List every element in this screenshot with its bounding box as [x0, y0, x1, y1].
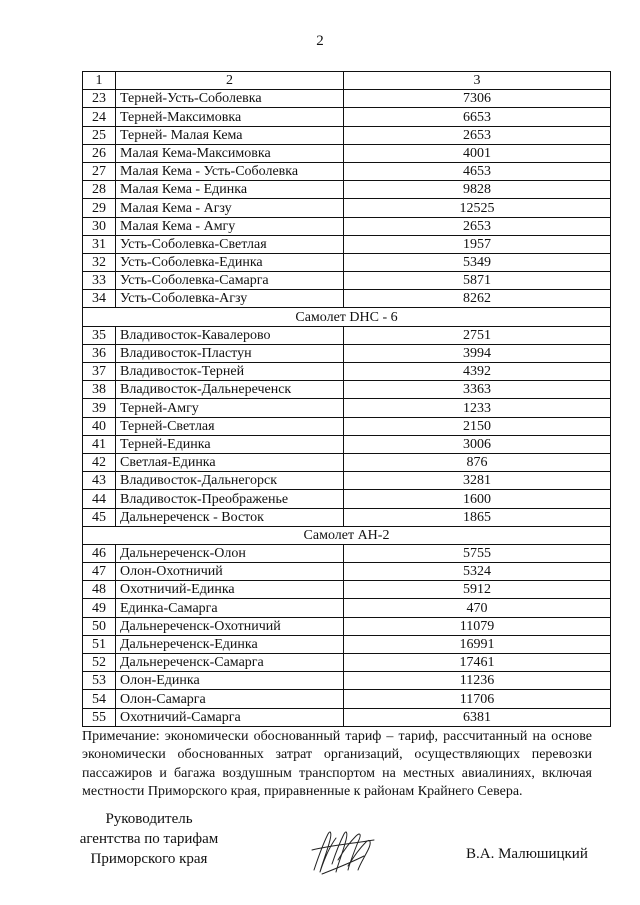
- row-number-cell: 32: [83, 253, 116, 271]
- column-header-route: 2: [116, 72, 344, 90]
- table-row: [83, 326, 611, 344]
- row-number-cell: 47: [83, 563, 116, 581]
- table-row: [83, 162, 611, 180]
- signer-title-line: агентства по тарифам: [79, 831, 219, 847]
- tariff-cell: 4392: [344, 363, 611, 381]
- table-row: [83, 544, 611, 562]
- row-number-cell: 23: [83, 90, 116, 108]
- tariff-cell: 5755: [344, 544, 611, 562]
- row-number-cell: 43: [83, 472, 116, 490]
- route-cell: Терней-Амгу: [116, 399, 344, 417]
- route-cell: Дальнереченск - Восток: [116, 508, 344, 526]
- signer-title-line: Руководитель: [105, 811, 193, 827]
- row-number-cell: 33: [83, 272, 116, 290]
- tariff-cell: 5912: [344, 581, 611, 599]
- table-row: [83, 654, 611, 672]
- row-number-cell: 34: [83, 290, 116, 308]
- table-row: [83, 563, 611, 581]
- table-row: [83, 490, 611, 508]
- tariff-cell: 3363: [344, 381, 611, 399]
- column-header-tariff: 3: [344, 72, 611, 90]
- route-cell: Малая Кема - Единка: [116, 181, 344, 199]
- route-cell: Владивосток-Терней: [116, 363, 344, 381]
- row-number-cell: 28: [83, 181, 116, 199]
- route-cell: Владивосток-Дальнереченск: [116, 381, 344, 399]
- route-cell: Олон-Охотничий: [116, 563, 344, 581]
- tariff-cell: 2653: [344, 217, 611, 235]
- table-row: [83, 672, 611, 690]
- route-cell: Владивосток-Кавалерово: [116, 326, 344, 344]
- row-number-cell: 24: [83, 108, 116, 126]
- table-row: [83, 126, 611, 144]
- table-row: [83, 617, 611, 635]
- route-cell: Охотничий-Самарга: [116, 708, 344, 726]
- signer-title-line: Приморского края: [90, 851, 208, 867]
- tariff-cell: 3281: [344, 472, 611, 490]
- route-cell: Единка-Самарга: [116, 599, 344, 617]
- row-number-cell: 40: [83, 417, 116, 435]
- row-number-cell: 51: [83, 635, 116, 653]
- tariff-cell: 6381: [344, 708, 611, 726]
- row-number-cell: 45: [83, 508, 116, 526]
- route-cell: Дальнереченск-Олон: [116, 544, 344, 562]
- route-cell: Терней-Единка: [116, 435, 344, 453]
- signer-title: [64, 809, 234, 869]
- tariff-cell: 5324: [344, 563, 611, 581]
- tariff-cell: 3994: [344, 344, 611, 362]
- table-row: [83, 690, 611, 708]
- route-cell: Усть-Соболевка-Единка: [116, 253, 344, 271]
- table-row: [83, 108, 611, 126]
- table-row: [83, 217, 611, 235]
- table-row: [83, 435, 611, 453]
- row-number-cell: 48: [83, 581, 116, 599]
- row-number-cell: 27: [83, 162, 116, 180]
- row-number-cell: 36: [83, 344, 116, 362]
- route-cell: Владивосток-Дальнегорск: [116, 472, 344, 490]
- tariff-cell: 11706: [344, 690, 611, 708]
- table-row: [83, 453, 611, 471]
- tariff-cell: 4653: [344, 162, 611, 180]
- signer-name: В.А. Малюшицкий: [466, 846, 588, 862]
- row-number-cell: 52: [83, 654, 116, 672]
- row-number-cell: 53: [83, 672, 116, 690]
- route-cell: Малая Кема - Усть-Соболевка: [116, 162, 344, 180]
- table-row: [83, 417, 611, 435]
- section-row: [83, 308, 611, 326]
- route-cell: Малая Кема - Агзу: [116, 199, 344, 217]
- row-number-cell: 49: [83, 599, 116, 617]
- tariff-cell: 11079: [344, 617, 611, 635]
- tariff-cell: 4001: [344, 144, 611, 162]
- row-number-cell: 42: [83, 453, 116, 471]
- table-row: [83, 381, 611, 399]
- row-number-cell: 39: [83, 399, 116, 417]
- table-row: [83, 635, 611, 653]
- row-number-cell: 25: [83, 126, 116, 144]
- row-number-cell: 31: [83, 235, 116, 253]
- tariff-cell: 17461: [344, 654, 611, 672]
- route-cell: Усть-Соболевка-Светлая: [116, 235, 344, 253]
- row-number-cell: 29: [83, 199, 116, 217]
- route-cell: Дальнереченск-Самарга: [116, 654, 344, 672]
- route-cell: Усть-Соболевка-Агзу: [116, 290, 344, 308]
- tariff-cell: 2751: [344, 326, 611, 344]
- route-cell: Владивосток-Пластун: [116, 344, 344, 362]
- table-row: [83, 290, 611, 308]
- tariff-cell: 5871: [344, 272, 611, 290]
- tariff-table: [82, 71, 611, 727]
- tariff-cell: 9828: [344, 181, 611, 199]
- table-row: [83, 144, 611, 162]
- route-cell: Дальнереченск-Единка: [116, 635, 344, 653]
- tariff-cell: 1865: [344, 508, 611, 526]
- route-cell: Малая Кема-Максимовка: [116, 144, 344, 162]
- table-row: [83, 272, 611, 290]
- route-cell: Олон-Самарга: [116, 690, 344, 708]
- row-number-cell: 35: [83, 326, 116, 344]
- tariff-cell: 6653: [344, 108, 611, 126]
- tariff-cell: 8262: [344, 290, 611, 308]
- tariff-cell: 5349: [344, 253, 611, 271]
- section-title: Самолет DHC - 6: [83, 308, 611, 326]
- table-row: [83, 399, 611, 417]
- section-row: [83, 526, 611, 544]
- tariff-cell: 3006: [344, 435, 611, 453]
- row-number-cell: 38: [83, 381, 116, 399]
- section-title: Самолет АН-2: [83, 526, 611, 544]
- tariff-cell: 12525: [344, 199, 611, 217]
- page-number: 2: [316, 33, 324, 49]
- route-cell: Владивосток-Преображенье: [116, 490, 344, 508]
- route-cell: Светлая-Единка: [116, 453, 344, 471]
- tariff-cell: 2150: [344, 417, 611, 435]
- table-header-row: [83, 72, 611, 90]
- tariff-cell: 1957: [344, 235, 611, 253]
- table-row: [83, 90, 611, 108]
- tariff-cell: 1233: [344, 399, 611, 417]
- table-row: [83, 708, 611, 726]
- table-row: [83, 508, 611, 526]
- table-row: [83, 235, 611, 253]
- row-number-cell: 37: [83, 363, 116, 381]
- row-number-cell: 55: [83, 708, 116, 726]
- tariff-table-body: [83, 72, 611, 727]
- row-number-cell: 46: [83, 544, 116, 562]
- route-cell: Малая Кема - Амгу: [116, 217, 344, 235]
- route-cell: Терней- Малая Кема: [116, 126, 344, 144]
- table-row: [83, 199, 611, 217]
- row-number-cell: 44: [83, 490, 116, 508]
- table-note: Примечание: экономически обоснованный тариф – тариф, рассчитанный на основе экономически обоснованных затрат организаций, осуществляющих перевозки пассажиров и багажа воздушным транспортом на местных авиалиниях, включая местности Приморского края, приравненные к районам Крайнего Севера.: [82, 729, 592, 800]
- table-row: [83, 181, 611, 199]
- route-cell: Терней-Максимовка: [116, 108, 344, 126]
- route-cell: Терней-Усть-Соболевка: [116, 90, 344, 108]
- table-row: [83, 581, 611, 599]
- row-number-cell: 54: [83, 690, 116, 708]
- row-number-cell: 41: [83, 435, 116, 453]
- tariff-cell: 11236: [344, 672, 611, 690]
- table-row: [83, 253, 611, 271]
- tariff-cell: 7306: [344, 90, 611, 108]
- tariff-cell: 470: [344, 599, 611, 617]
- row-number-cell: 26: [83, 144, 116, 162]
- tariff-cell: 2653: [344, 126, 611, 144]
- route-cell: Охотничий-Единка: [116, 581, 344, 599]
- table-row: [83, 472, 611, 490]
- row-number-cell: 30: [83, 217, 116, 235]
- table-row: [83, 363, 611, 381]
- tariff-cell: 876: [344, 453, 611, 471]
- row-number-cell: 50: [83, 617, 116, 635]
- tariff-cell: 16991: [344, 635, 611, 653]
- tariff-cell: 1600: [344, 490, 611, 508]
- handwritten-signature: [308, 820, 378, 880]
- column-header-number: 1: [83, 72, 116, 90]
- route-cell: Дальнереченск-Охотничий: [116, 617, 344, 635]
- route-cell: Усть-Соболевка-Самарга: [116, 272, 344, 290]
- route-cell: Олон-Единка: [116, 672, 344, 690]
- table-row: [83, 344, 611, 362]
- route-cell: Терней-Светлая: [116, 417, 344, 435]
- table-row: [83, 599, 611, 617]
